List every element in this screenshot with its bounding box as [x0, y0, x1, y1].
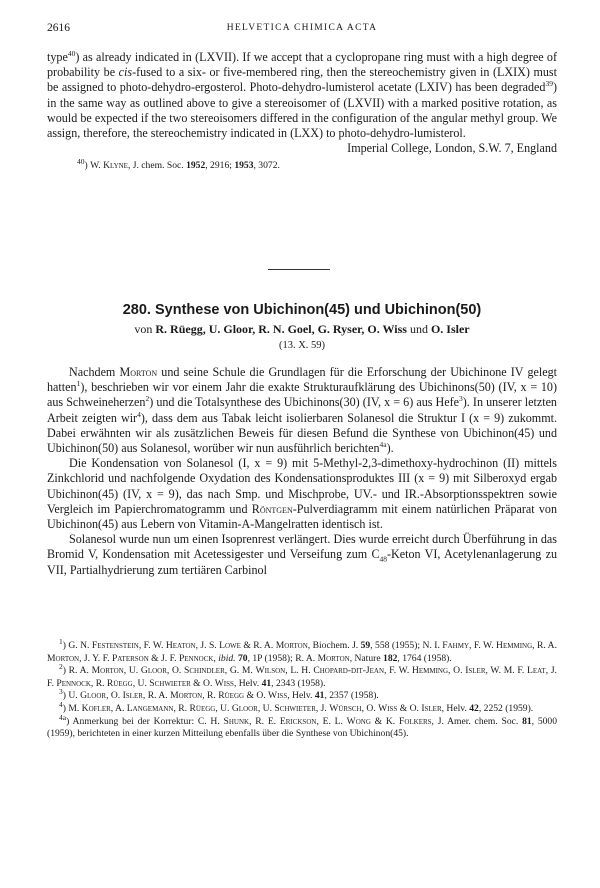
page-header [47, 22, 557, 40]
previous-paragraph: type$^{40}$) as already indicated in (LXVII). If we accept that a cyclopropane ring must with a high degree of probability be cis-fused to a six- or five-membered ring, then the stereochemistry given in (LXIX) must be assigned to photo-dehydro-ergosterol. Photo-dehydro-lumisterol acetate (LXIV) has been degraded$^{39}$) in the same way as outlined above to give a stereoisomer of (LXVII) with a marked positive rotation, as would be expected if the two stereoisomers differed in the configuration of the angular methyl group. We assign, therefore, the stereochemistry indicated in (LXX) to photo-dehydro-lumisterol. [47, 48, 557, 141]
footnote-2: $^2$) R. A. Morton, U. Gloor, O. Schindler, G. M. Wilson, L. H. Chopard-dit-Jean, F. W. Hemming, O. Isler, W. M. F. Leat, J. F. Pennock, R. Rüegg, U. Schwieter & O. Wiss, Helv. 41, 2343 (1958). [47, 662, 557, 689]
footnote-40: $^{40}$) W. Klyne, J. chem. Soc. 1952, 2916; 1953, 3072. [77, 157, 280, 172]
journal-name: HELVETICA CHIMICA ACTA [226, 23, 378, 33]
body-paragraph-3: Solanesol wurde nun um einen Isoprenrest verlängert. Dies wurde erreicht durch Überführung in das Bromid V, Kondensation mit Acetessigester und Verseifung zum $C_{48}$-Keton VI, Acetylenanlagerung zu VII, Partialhydrierung zum tertiären Carbinol [47, 532, 557, 577]
page-number: 2616 [47, 22, 70, 34]
footnotes [47, 636, 558, 741]
body-paragraph-2: Die Kondensation von Solanesol (I, x = 9) mit 5-Methyl-2,3-dimethoxy-hydrochinon (II) mittels Zinkchlorid und nachfolgende Oxydation des Kondensationsproduktes III (x = 9) mit Silberoxyd ergab Ubichinon(45) (IV, x = 9), das nach Smp. und Mischprobe, UV.- und IR.-Absorptionsspektren sowie Vergleich im Papierchromatogramm und Röntgen-Pulverdiagramm mit einem natürlichen Präparat von Ubichinon(45) aus Lebern von Vitamin-A-Mangelratten identisch ist. [47, 456, 557, 532]
section-divider [268, 269, 330, 270]
footnote-4: $^4$) M. Kofler, A. Langemann, R. Rüegg, U. Gloor, U. Schwieter, J. Würsch, O. Wiss & O. Isler, Helv. 42, 2252 (1959). [59, 699, 534, 714]
article-title: 280. Synthese von Ubichinon(45) und Ubichinon(50) [122, 302, 482, 318]
article-body [47, 365, 557, 578]
footnote-4a: $^{4a}$) Anmerkung bei der Korrektur: C. H. Shunk, R. E. Erickson, E. L. Wong & K. Folkers, J. Amer. chem. Soc. 81, 5000 (1959), berichteten in einer kurzen Mitteilung ebenfalls über die Synthese von Ubichinon(45). [47, 712, 558, 740]
affiliation: Imperial College, London, S.W. 7, England [347, 141, 557, 156]
article-authors: von R. Rüegg, U. Gloor, R. N. Goel, G. Ryser, O. Wiss und O. Isler [134, 322, 470, 336]
footnote-1: $^1$) G. N. Festenstein, F. W. Heaton, J. S. Lowe & R. A. Morton, Biochem. J. 59, 558 (1955); N. I. Fahmy, F. W. Hemming, R. A. Morton, J. Y. F. Paterson & J. F. Pennock, ibid. 70, 1P (1958); R. A. Morton, Nature 182, 1764 (1958). [47, 636, 557, 664]
footnote-3: $^3$) U. Gloor, O. Isler, R. A. Morton, R. Rüegg & O. Wiss, Helv. 41, 2357 (1958). [59, 687, 379, 702]
previous-article-ending [47, 50, 557, 173]
body-paragraph-1: Nachdem Morton und seine Schule die Grundlagen für die Erforschung der Ubichinone IV gelegt hatten$^1$), beschrieben wir vor einem Jahr die exakte Strukturaufklärung des Ubichinons(50) (IV, x = 10) aus Schweineherzen$^2$) und die Totalsynthese des Ubichinons(30) (IV, x = 6) aus Hefe$^3$). In unserer letzten Arbeit zeigten wir$^4$), dass dem aus Tabak leicht isolierbaren Solanesol die Struktur I (x = 9) zukommt. Dabei erwähnten wir als zusätzlichen Beweis für diesen Befund die Synthese von Ubichinon(45) und Ubichinon(50) aus Solanesol, worüber wir nun ausführlich berichten$^{4a}$). [47, 365, 557, 456]
article-date: (13. X. 59) [278, 340, 326, 351]
